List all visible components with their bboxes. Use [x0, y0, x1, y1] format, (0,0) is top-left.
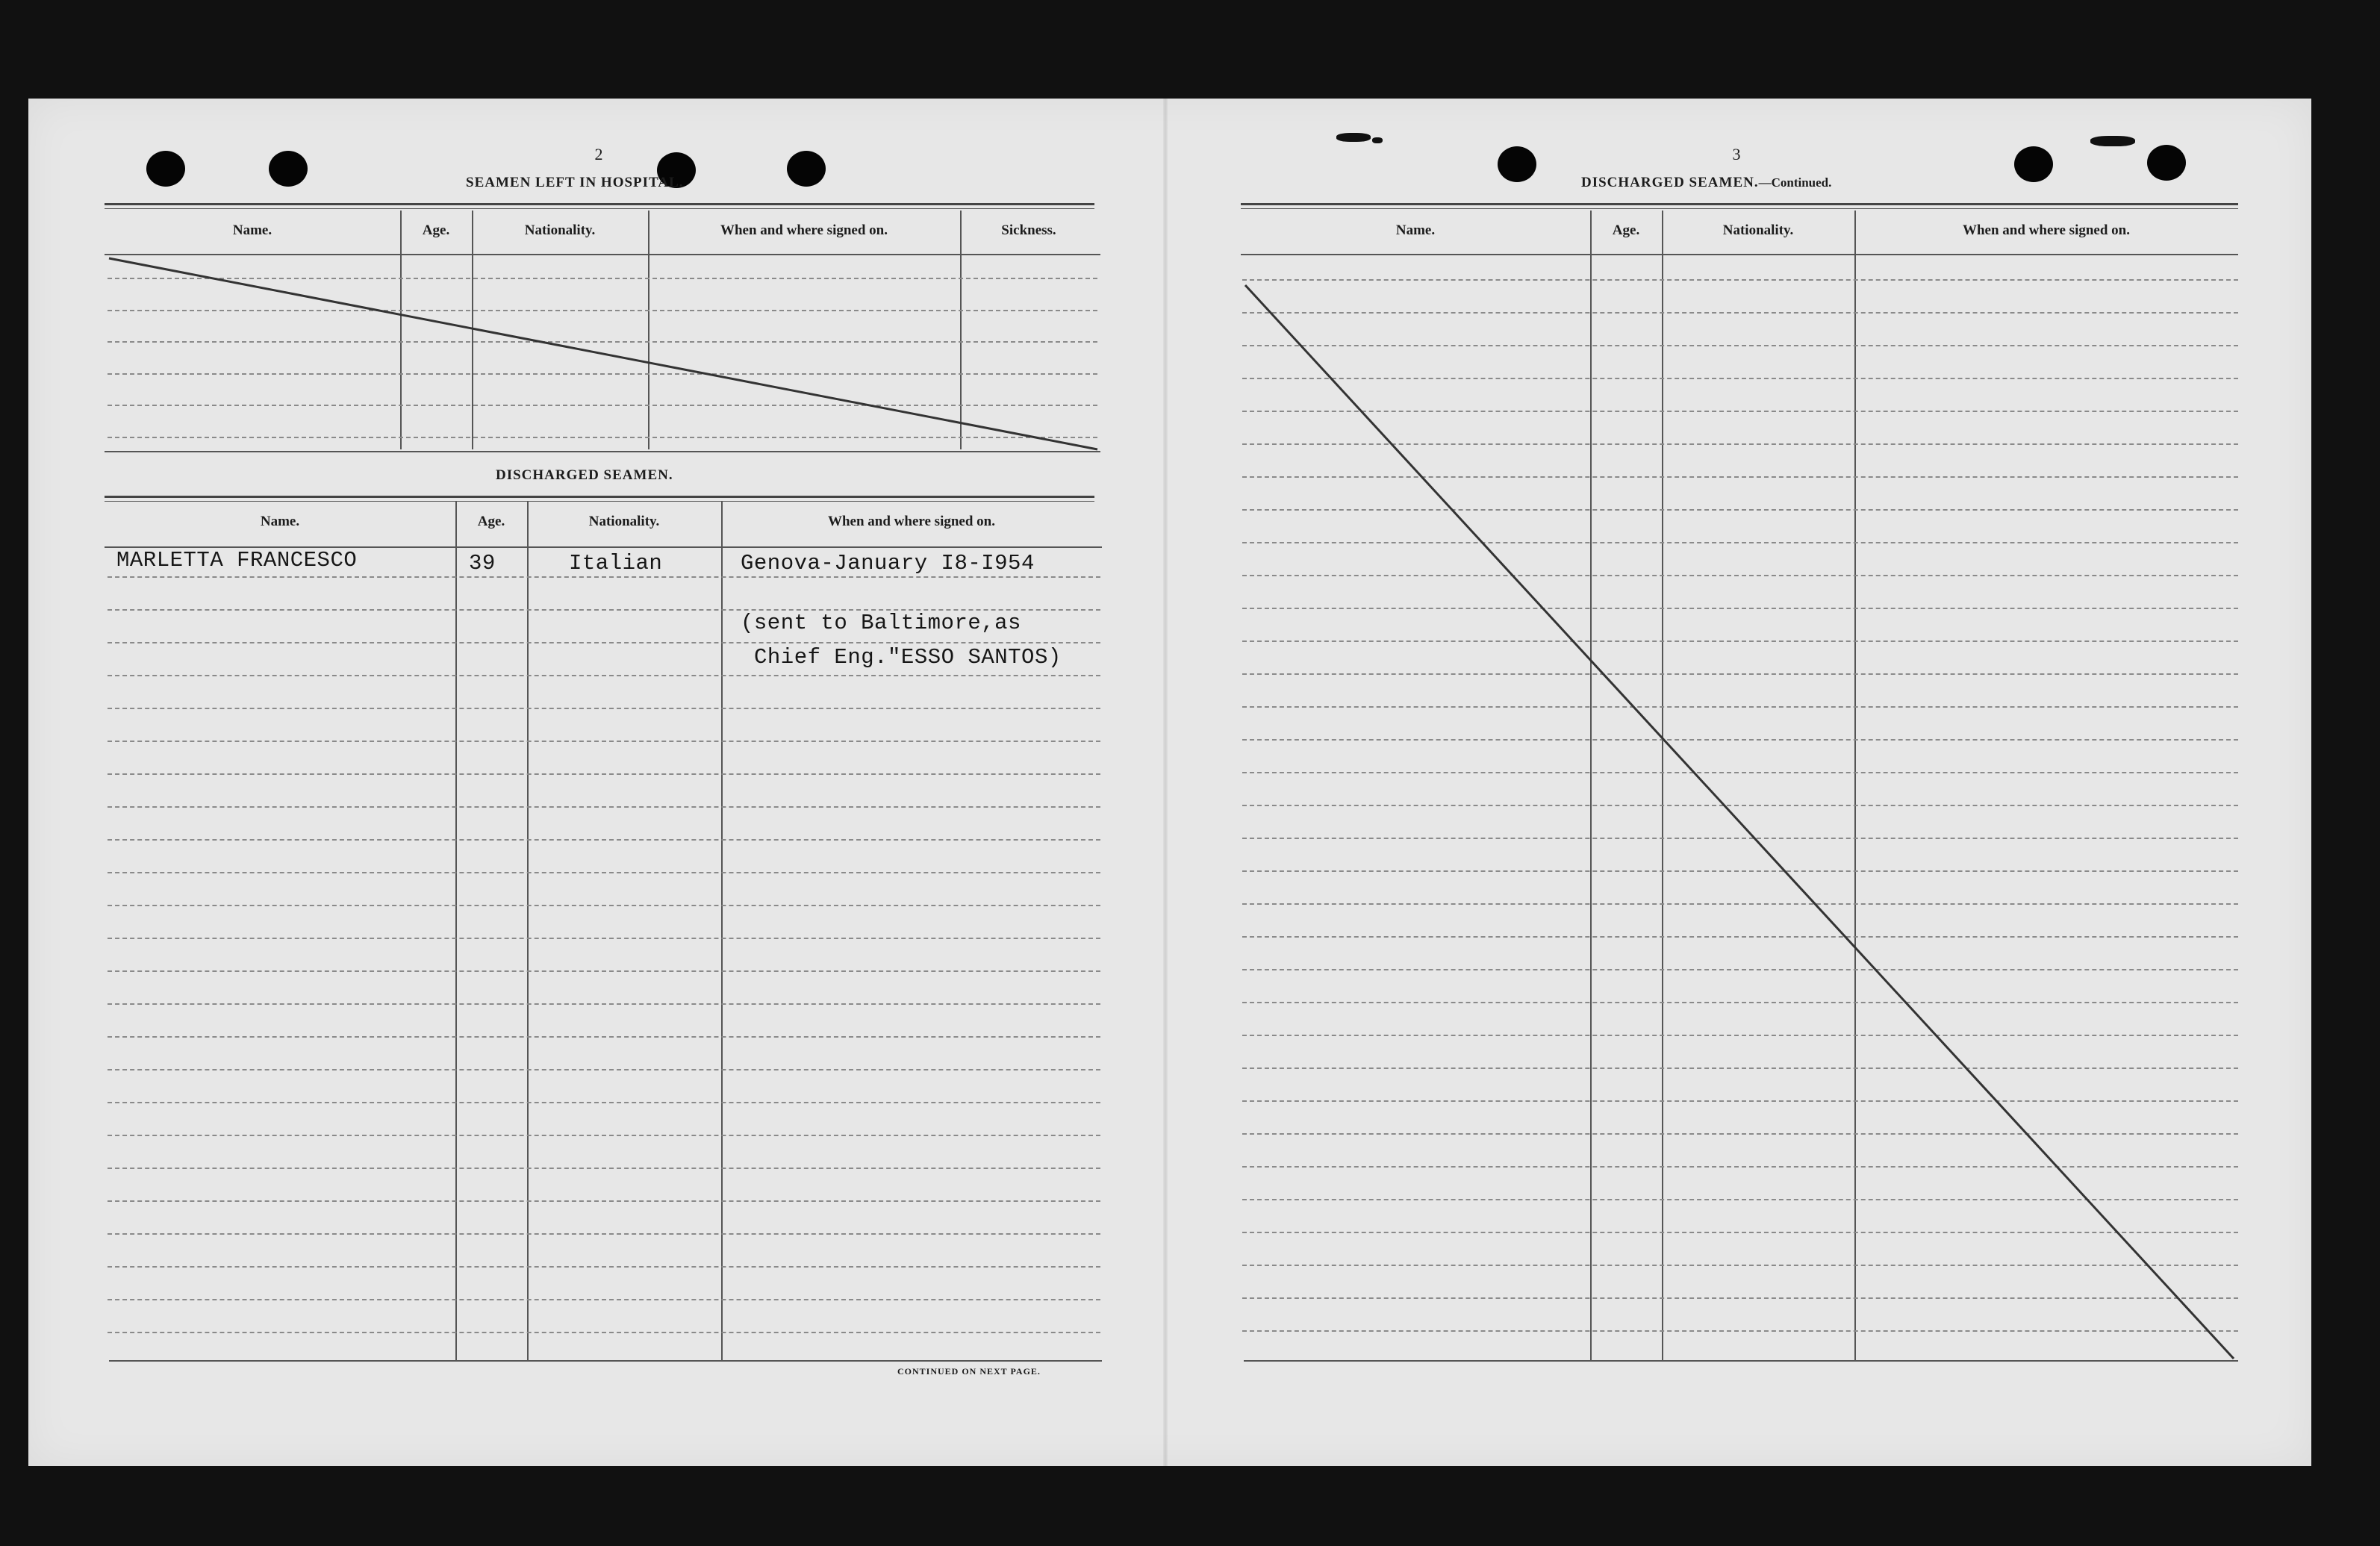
right-title-text: DISCHARGED SEAMEN.	[1581, 175, 1759, 190]
right-header-age: Age.	[1612, 222, 1640, 238]
hospital-section-title: SEAMEN LEFT IN HOSPITAL.	[466, 175, 684, 190]
entry-name: MARLETTA FRANCESCO	[116, 548, 358, 573]
entry-note-line-1: (sent to Baltimore,as	[741, 611, 1021, 635]
discharged-header-name: Name.	[260, 514, 300, 529]
continued-footer: CONTINUED ON NEXT PAGE.	[897, 1366, 1041, 1377]
discharged-header-age: Age.	[477, 514, 505, 529]
entry-signed-on: Genova-January I8-I954	[741, 551, 1035, 576]
hospital-header-age: Age.	[422, 222, 450, 238]
hospital-header-sickness: Sickness.	[1001, 222, 1056, 238]
entry-age: 39	[469, 551, 496, 576]
discharged-header-signed-on: When and where signed on.	[827, 514, 995, 529]
hospital-cancel-stroke	[109, 258, 1097, 449]
hospital-header-nationality: Nationality.	[524, 222, 596, 238]
discharged-header-nationality: Nationality.	[588, 514, 660, 529]
page-number-right: 3	[1732, 145, 1741, 163]
entry-note-line-2: Chief Eng."ESSO SANTOS)	[754, 645, 1062, 670]
hospital-header-name: Name.	[232, 222, 272, 238]
right-page-cancel-stroke	[1245, 285, 2234, 1359]
right-header-signed-on: When and where signed on.	[1962, 222, 2130, 238]
discharged-section-title: DISCHARGED SEAMEN.	[496, 467, 673, 483]
entry-nationality: Italian	[569, 551, 663, 576]
page-number-left: 2	[594, 145, 603, 163]
hospital-header-signed-on: When and where signed on.	[720, 222, 888, 238]
right-title-suffix: —Continued.	[1758, 175, 1832, 190]
right-header-nationality: Nationality.	[1722, 222, 1794, 238]
right-header-name: Name.	[1395, 222, 1436, 238]
